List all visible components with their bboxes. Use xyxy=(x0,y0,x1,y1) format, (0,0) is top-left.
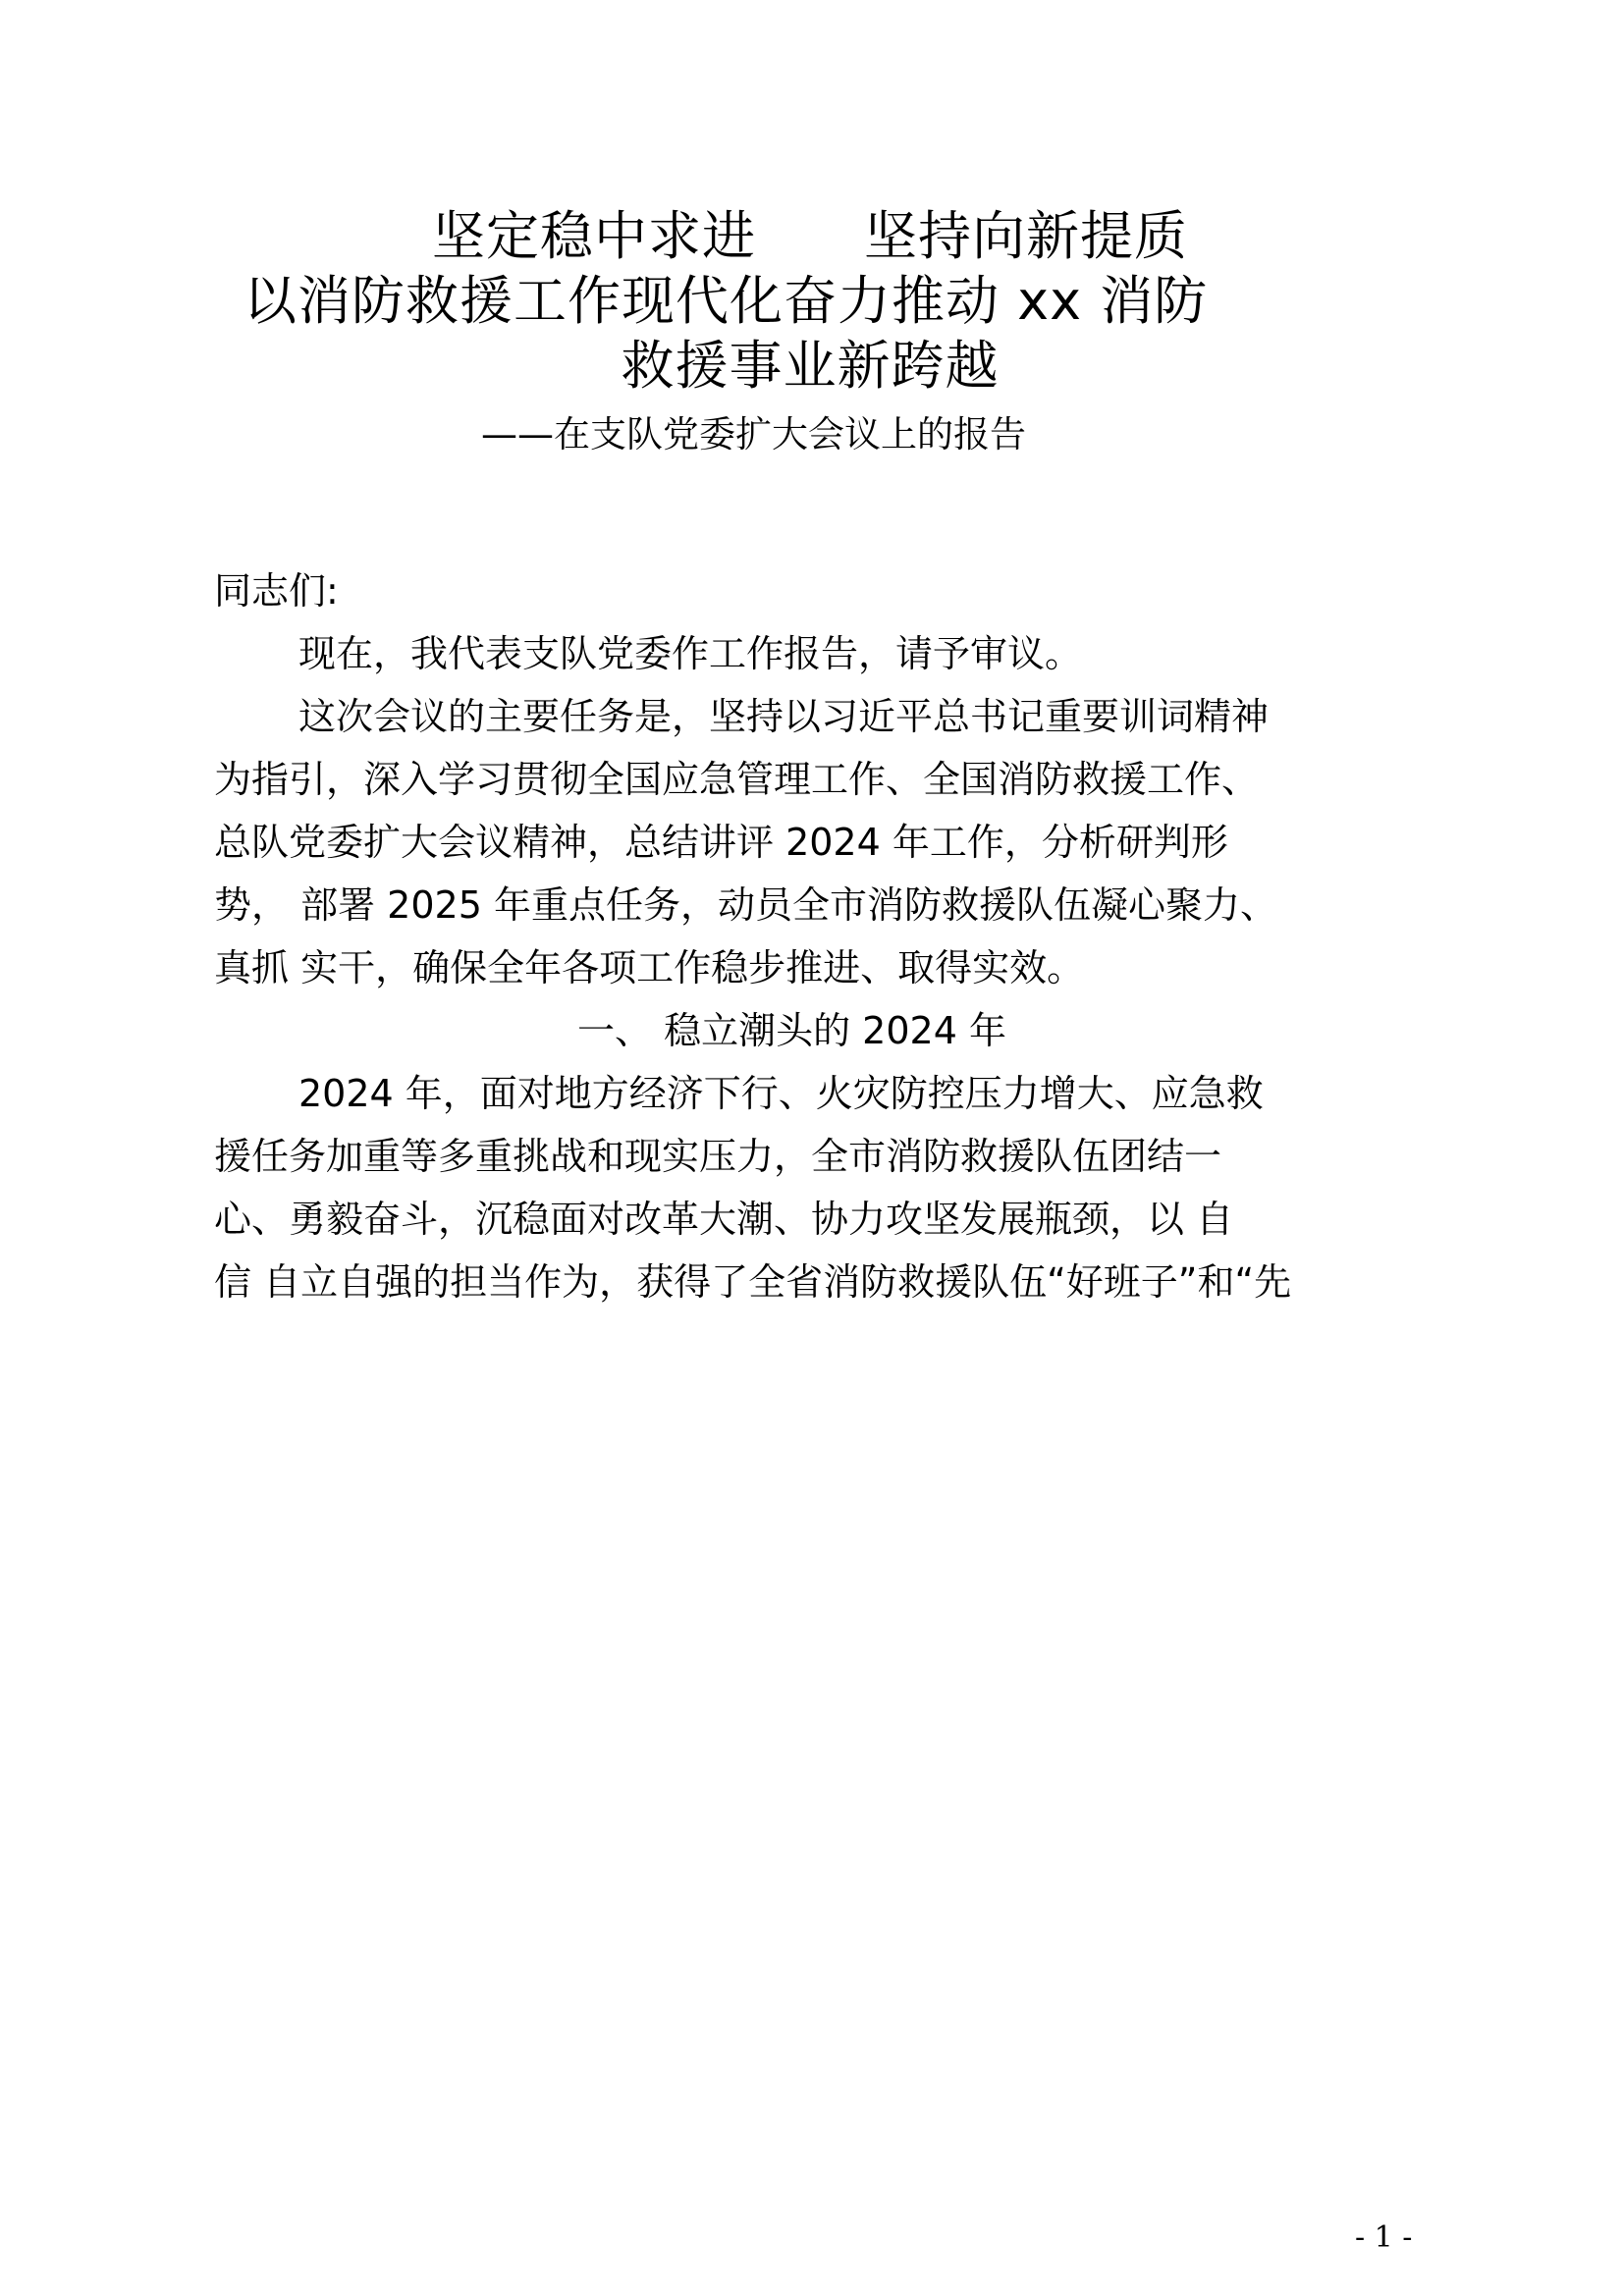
title-line-3: 救援事业新跨越 xyxy=(621,335,1000,397)
document-body xyxy=(214,560,1432,1313)
page-number: - 1 - xyxy=(1355,2220,1413,2255)
salutation: 同志们: xyxy=(214,569,339,613)
paragraph-2-line: 这次会议的主要任务是，坚持以习近平总书记重要训词精神 xyxy=(298,695,1270,738)
section-heading: 一、 稳立潮头的 2024 年 xyxy=(577,1009,1006,1052)
paragraph-3-line: 心、勇毅奋斗，沉稳面对改革大潮、协力攻坚发展瓶颈，以 自 xyxy=(214,1198,1234,1241)
paragraph-2-line: 总队党委扩大会议精神，总结讲评 2024 年工作，分析研判形 xyxy=(214,821,1228,864)
paragraph-3-line: 援任务加重等多重挑战和现实压力，全市消防救援队伍团结一 xyxy=(214,1135,1222,1178)
paragraph-3-line: 信 自立自强的担当作为，获得了全省消防救援队伍“好班子”和“先 xyxy=(214,1260,1292,1304)
paragraph-2-line: 为指引，深入学习贯彻全国应急管理工作、全国消防救援工作、 xyxy=(214,758,1260,801)
paragraph-2-line: 真抓 实干，确保全年各项工作稳步推进、取得实效。 xyxy=(214,946,1085,989)
title-line-1: 坚定稳中求进 坚持向新提质 xyxy=(432,205,1188,267)
paragraph-1: 现在，我代表支队党委作工作报告，请予审议。 xyxy=(298,632,1083,675)
document-title xyxy=(196,204,1424,399)
document-subtitle: ——在支队党委扩大会议上的报告 xyxy=(481,413,1026,455)
paragraph-3-line: 2024 年，面对地方经济下行、火灾防控压力增大、应急救 xyxy=(298,1072,1264,1115)
title-line-2: 以消防救援工作现代化奋力推动 xx 消防 xyxy=(243,270,1209,332)
paragraph-2-line: 势， 部署 2025 年重点任务，动员全市消防救援队伍凝心聚力、 xyxy=(214,883,1277,927)
